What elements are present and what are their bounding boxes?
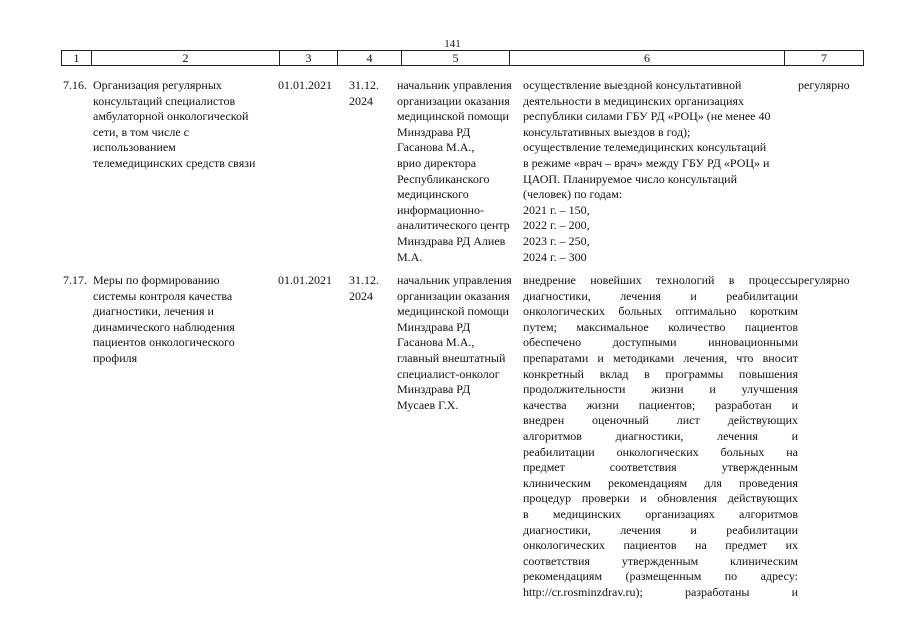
column-number: 1 <box>62 51 92 65</box>
responsible-line: Минздрава РД <box>397 124 471 139</box>
end-date-line: 2024 <box>349 93 373 108</box>
item-title-line: профиля <box>93 350 138 365</box>
column-number: 5 <box>402 51 510 65</box>
description-line: предмет соответствия утвержденным <box>523 460 798 475</box>
item-title-line: использованием <box>93 140 176 155</box>
description-line: препаратами и методиками лечения, что вносит <box>523 350 798 365</box>
item-title-line: телемедицинских средств связи <box>93 155 256 170</box>
responsible-line: начальник управления <box>397 78 512 92</box>
description-line: внедрен оценочный лист действующих <box>523 413 798 428</box>
item-title-line: сети, в том числе с <box>93 124 190 139</box>
description-line: республики силами ГБУ РД «РОЦ» (не менее 40 <box>523 109 771 124</box>
description-line: 2021 г. – 150, <box>523 202 590 217</box>
end-date <box>349 78 389 109</box>
item-title <box>93 273 279 367</box>
description-line: онкологических больных оптимально коротким <box>523 304 798 319</box>
description-line: путем; максимальное количество пациентов <box>523 319 798 334</box>
responsible-line: начальник управления <box>397 273 512 287</box>
item-number: 7.17. <box>63 273 87 287</box>
description-line: консультативных выездов в год); <box>523 124 691 139</box>
item-title-line: Организация регулярных <box>93 78 222 92</box>
end-date-line: 2024 <box>349 288 373 303</box>
responsible-line: главный внештатный <box>397 350 506 365</box>
description-line: обеспечено доступными инновационными <box>523 335 798 350</box>
responsible-line: Минздрава РД <box>397 319 471 334</box>
responsible-person <box>397 78 523 265</box>
responsible-line: Минздрава РД <box>397 382 471 397</box>
description-line: 2022 г. – 200, <box>523 218 590 233</box>
column-number: 4 <box>338 51 402 65</box>
column-number: 3 <box>280 51 338 65</box>
end-date-line: 31.12. <box>349 273 379 287</box>
responsible-line: медицинской помощи <box>397 109 509 124</box>
responsible-line: медицинского <box>397 187 469 202</box>
responsible-line: Гасанова М.А., <box>397 335 475 350</box>
description-line: онкологических пациентов на предмет их <box>523 538 798 553</box>
description-line: http://cr.rosminzdrav.ru); разработаны и <box>523 584 798 599</box>
description-line: осуществление выездной консультативной <box>523 78 742 92</box>
responsible-line: организации оказания <box>397 93 510 108</box>
description-line: (человек) по годам: <box>523 187 623 202</box>
description-line: 2024 г. – 300 <box>523 249 587 264</box>
item-title-line: консультаций специалистов <box>93 93 236 108</box>
end-date <box>349 273 389 304</box>
description-line: конкретный вклад в программы повышения <box>523 366 798 381</box>
description-line: в режиме «врач – врач» между ГБУ РД «РОЦ» и <box>523 155 770 170</box>
description-line: рекомендациям (размещенным по адресу: <box>523 569 798 584</box>
description-line: 2023 г. – 250, <box>523 233 590 248</box>
column-number: 2 <box>92 51 280 65</box>
page-number: 141 <box>444 38 461 50</box>
responsible-line: Гасанова М.А., <box>397 140 475 155</box>
item-description <box>523 78 798 265</box>
column-number: 6 <box>510 51 785 65</box>
column-number: 7 <box>821 51 827 65</box>
responsible-line: аналитического центр <box>397 218 510 233</box>
description-line: реабилитации онкологических больных на <box>523 444 798 459</box>
description-line: диагностики, лечения и реабилитации <box>523 522 798 537</box>
start-date: 01.01.2021 <box>278 273 332 287</box>
item-title-line: пациентов онкологического <box>93 335 235 350</box>
item-title <box>93 78 279 172</box>
description-line: ЦАОП. Планируемое число консультаций <box>523 171 738 186</box>
item-title-line: амбулаторной онкологической <box>93 109 249 124</box>
description-line: процедур проверки и обновления действующих <box>523 491 798 506</box>
item-number: 7.16. <box>63 78 87 92</box>
responsible-line: Республиканского <box>397 171 490 186</box>
periodicity: регулярно <box>798 78 850 92</box>
description-line: диагностики, лечения и реабилитации <box>523 288 798 303</box>
responsible-line: Мусаев Г.Х. <box>397 397 459 412</box>
responsible-line: медицинской помощи <box>397 304 509 319</box>
responsible-line: организации оказания <box>397 288 510 303</box>
item-title-line: системы контроля качества <box>93 288 233 303</box>
item-description <box>523 273 798 600</box>
item-title-line: Меры по формированию <box>93 273 220 287</box>
periodicity: регулярно <box>798 273 850 287</box>
responsible-person <box>397 273 523 413</box>
description-line: внедрение новейших технологий в процессы <box>523 273 798 287</box>
description-line: продолжительности жизни и улучшения <box>523 382 798 397</box>
description-line: в медицинских организациях алгоритмов <box>523 506 798 521</box>
responsible-line: специалист-онколог <box>397 366 500 381</box>
start-date: 01.01.2021 <box>278 78 332 92</box>
description-line: клиническим рекомендациям для проведения <box>523 475 798 490</box>
description-line: деятельности в медицинских организациях <box>523 93 745 108</box>
end-date-line: 31.12. <box>349 78 379 92</box>
responsible-line: М.А. <box>397 249 423 264</box>
column-number-header <box>61 50 864 66</box>
responsible-line: врио директора <box>397 155 477 170</box>
responsible-line: Минздрава РД Алиев <box>397 233 506 248</box>
item-title-line: диагностики, лечения и <box>93 304 214 319</box>
description-line: алгоритмов диагностики, лечения и <box>523 428 798 443</box>
description-line: качества жизни пациентов; разработан и <box>523 397 798 412</box>
description-line: соответствия утвержденным клиническим <box>523 553 798 568</box>
responsible-line: информационно- <box>397 202 484 217</box>
item-title-line: динамического наблюдения <box>93 319 235 334</box>
description-line: осуществление телемедицинских консультаций <box>523 140 767 155</box>
